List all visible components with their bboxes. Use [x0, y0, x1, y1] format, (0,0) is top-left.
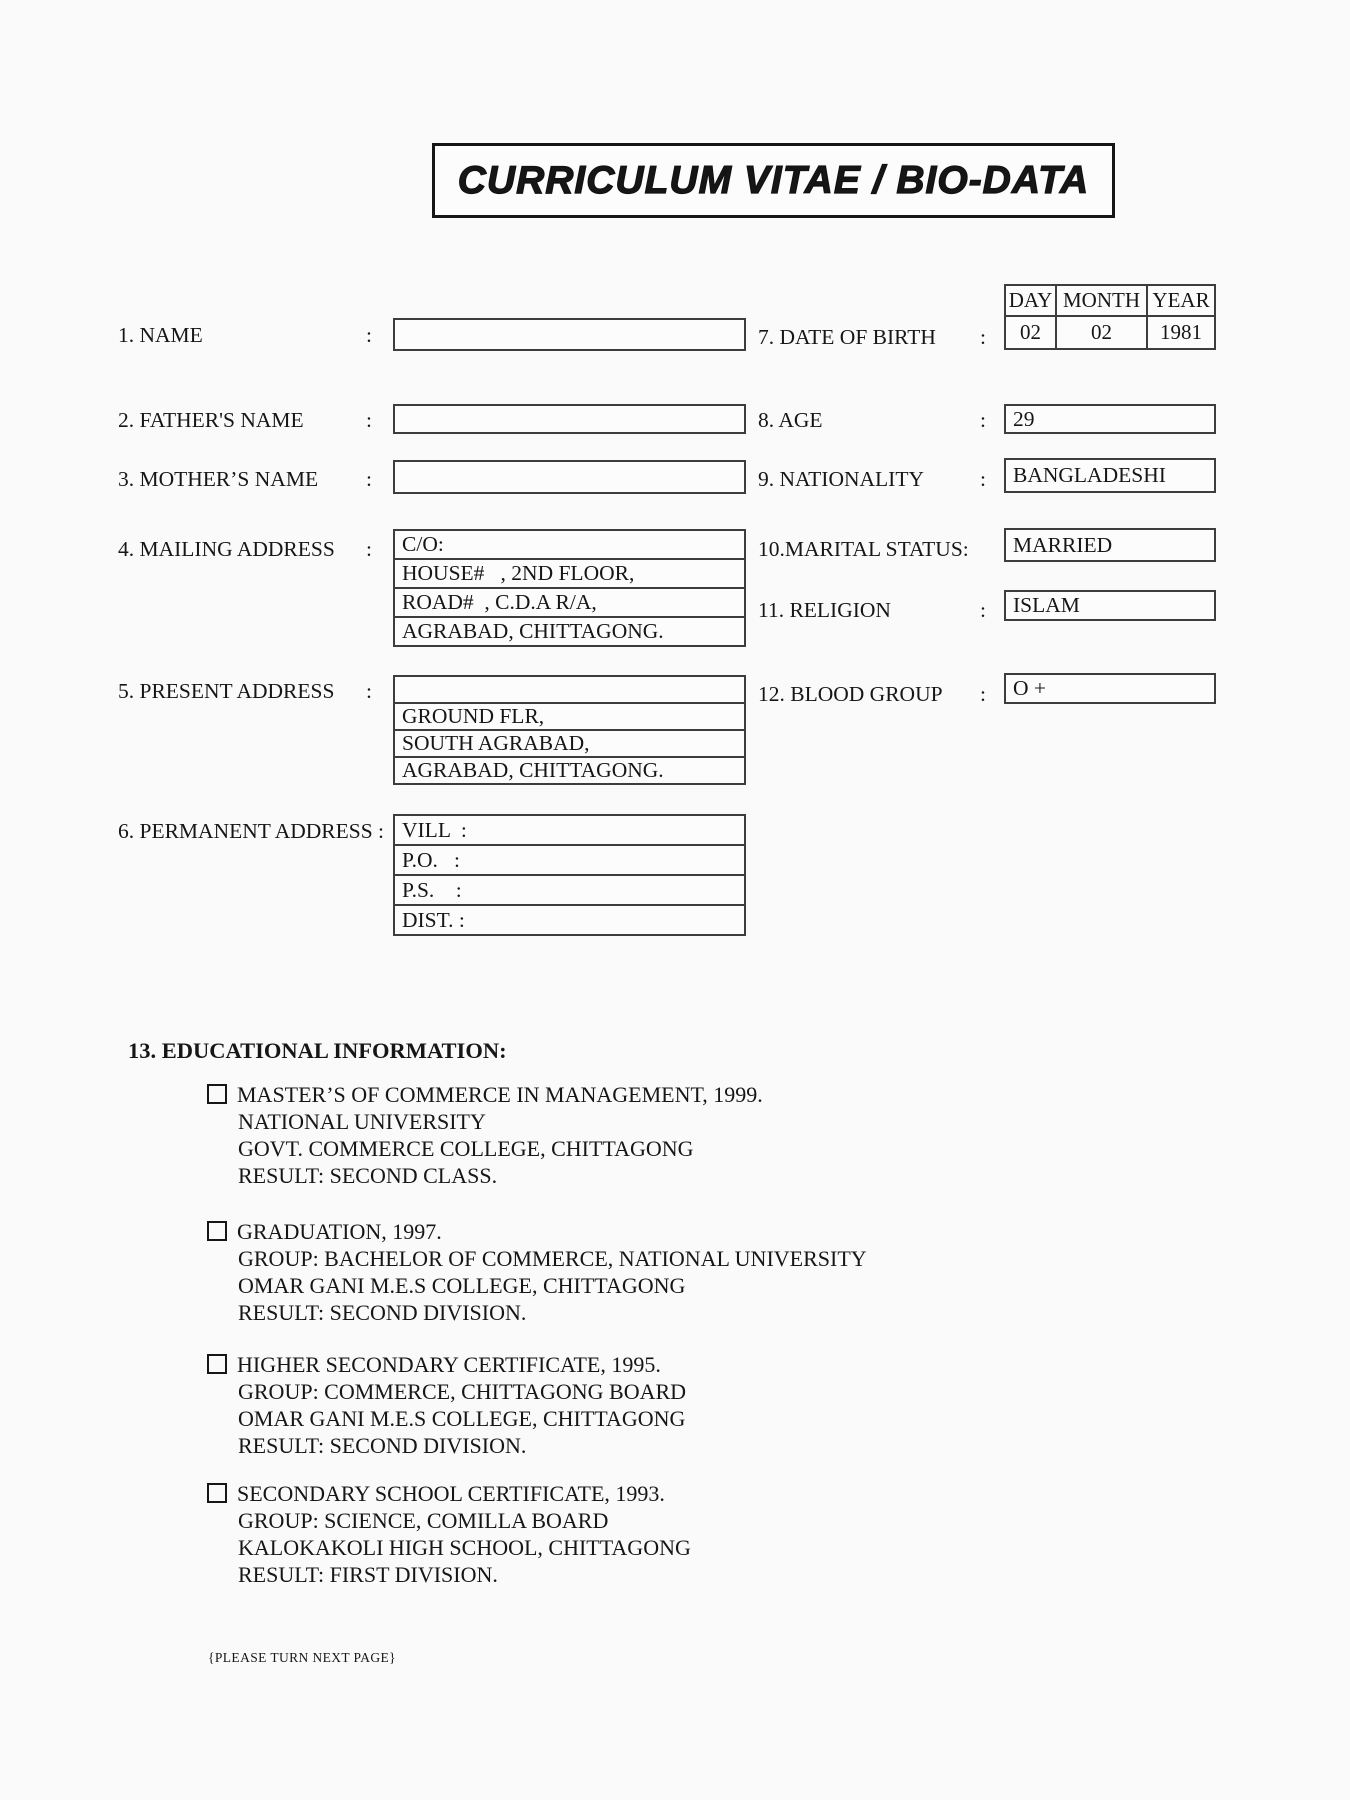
present-address-row[interactable]: AGRABAD, CHITTAGONG. — [393, 756, 746, 785]
checkbox-square-icon — [207, 1084, 227, 1104]
education-detail-line: RESULT: SECOND CLASS. — [238, 1163, 498, 1188]
marital-status-field[interactable] — [1004, 528, 1216, 562]
education-detail-line: RESULT: FIRST DIVISION. — [238, 1562, 498, 1587]
education-degree-line: SECONDARY SCHOOL CERTIFICATE, 1993. — [237, 1481, 665, 1506]
name-label: 1. NAME — [118, 323, 203, 347]
age-label: 8. AGE — [758, 408, 823, 432]
blood-group-label: 12. BLOOD GROUP — [758, 682, 943, 706]
present-address-row[interactable]: GROUND FLR, — [393, 702, 746, 731]
permanent-address-row[interactable]: P.S. : — [393, 874, 746, 906]
mailing-address-field[interactable] — [393, 529, 746, 647]
religion-label: 11. RELIGION — [758, 598, 891, 622]
education-detail-line: RESULT: SECOND DIVISION. — [238, 1433, 527, 1458]
nationality-value: BANGLADESHI — [1013, 463, 1166, 487]
present-address-field[interactable] — [393, 675, 746, 785]
marital-status-value: MARRIED — [1013, 532, 1113, 557]
blood-group-field[interactable] — [1004, 673, 1216, 704]
mailing-address-row[interactable]: ROAD# , C.D.A R/A, — [393, 587, 746, 618]
permanent-address-label: 6. PERMANENT ADDRESS : — [118, 819, 385, 843]
name-field[interactable] — [393, 318, 746, 351]
dob-value-year[interactable]: 1981 — [1160, 320, 1202, 344]
mother-name-field[interactable] — [393, 460, 746, 494]
dob-label: 7. DATE OF BIRTH — [758, 325, 936, 349]
blood-group-value: O + — [1013, 676, 1047, 700]
mailing-address-row[interactable]: AGRABAD, CHITTAGONG. — [393, 616, 746, 647]
present-address-label: 5. PRESENT ADDRESS — [118, 679, 335, 703]
mailing-address-label: 4. MAILING ADDRESS — [118, 537, 335, 561]
checkbox-square-icon — [207, 1221, 227, 1241]
checkbox-square-icon — [207, 1354, 227, 1374]
mailing-address-colon: : — [366, 537, 372, 561]
mailing-address-row[interactable]: C/O: — [393, 529, 746, 560]
title-box — [432, 143, 1115, 218]
education-section-heading: 13. EDUCATIONAL INFORMATION: — [128, 1038, 507, 1063]
checkbox-square-icon — [207, 1483, 227, 1503]
education-detail-line: KALOKAKOLI HIGH SCHOOL, CHITTAGONG — [238, 1535, 691, 1560]
education-degree-line: MASTER’S OF COMMERCE IN MANAGEMENT, 1999. — [237, 1082, 763, 1107]
age-colon: : — [980, 408, 986, 432]
permanent-address-field[interactable] — [393, 814, 746, 936]
mailing-address-row[interactable]: HOUSE# , 2ND FLOOR, — [393, 558, 746, 589]
age-value: 29 — [1013, 406, 1035, 431]
dob-header-year: YEAR — [1148, 286, 1214, 317]
present-address-row[interactable]: SOUTH AGRABAD, — [393, 729, 746, 758]
page-title: CURRICULUM VITAE / BIO-DATA — [457, 158, 1090, 202]
permanent-address-row[interactable]: DIST. : — [393, 904, 746, 936]
education-entry — [207, 1351, 686, 1459]
dob-table — [1004, 284, 1216, 350]
education-detail-line: NATIONAL UNIVERSITY — [238, 1109, 486, 1134]
education-degree-line: HIGHER SECONDARY CERTIFICATE, 1995. — [237, 1352, 661, 1377]
blood-group-colon: : — [980, 682, 986, 706]
education-degree-line: GRADUATION, 1997. — [237, 1219, 442, 1244]
name-colon: : — [366, 323, 372, 347]
education-detail-line: OMAR GANI M.E.S COLLEGE, CHITTAGONG — [238, 1406, 686, 1431]
father-name-field[interactable] — [393, 404, 746, 434]
education-detail-line: RESULT: SECOND DIVISION. — [238, 1300, 527, 1325]
permanent-address-row[interactable]: P.O. : — [393, 844, 746, 876]
marital-status-label: 10.MARITAL STATUS: — [758, 537, 969, 561]
dob-header-month: MONTH — [1057, 286, 1148, 317]
nationality-field[interactable] — [1004, 458, 1216, 493]
religion-field[interactable] — [1004, 590, 1216, 621]
education-detail-line: GOVT. COMMERCE COLLEGE, CHITTAGONG — [238, 1136, 694, 1161]
father-name-colon: : — [366, 408, 372, 432]
dob-value-month[interactable]: 02 — [1057, 317, 1148, 348]
religion-value: ISLAM — [1013, 593, 1080, 617]
father-name-label: 2. FATHER'S NAME — [118, 408, 304, 432]
religion-colon: : — [980, 598, 986, 622]
dob-header-day: DAY — [1006, 286, 1057, 317]
education-entry — [207, 1081, 763, 1189]
nationality-label: 9. NATIONALITY — [758, 467, 924, 491]
present-address-row[interactable] — [393, 675, 746, 704]
mother-name-colon: : — [366, 467, 372, 491]
present-address-colon: : — [366, 679, 372, 703]
education-detail-line: GROUP: SCIENCE, COMILLA BOARD — [238, 1508, 609, 1533]
education-entry — [207, 1480, 691, 1588]
age-field[interactable] — [1004, 404, 1216, 434]
mother-name-label: 3. MOTHER’S NAME — [118, 467, 319, 491]
dob-value-day[interactable]: 02 — [1006, 317, 1057, 348]
education-detail-line: GROUP: BACHELOR OF COMMERCE, NATIONAL UNIVERSITY — [238, 1246, 867, 1271]
education-entry — [207, 1218, 867, 1326]
education-detail-line: GROUP: COMMERCE, CHITTAGONG BOARD — [238, 1379, 687, 1404]
education-detail-line: OMAR GANI M.E.S COLLEGE, CHITTAGONG — [238, 1273, 686, 1298]
turn-page-note: {PLEASE TURN NEXT PAGE} — [208, 1650, 397, 1665]
dob-colon: : — [980, 325, 986, 349]
nationality-colon: : — [980, 467, 986, 491]
permanent-address-row[interactable]: VILL : — [393, 814, 746, 846]
